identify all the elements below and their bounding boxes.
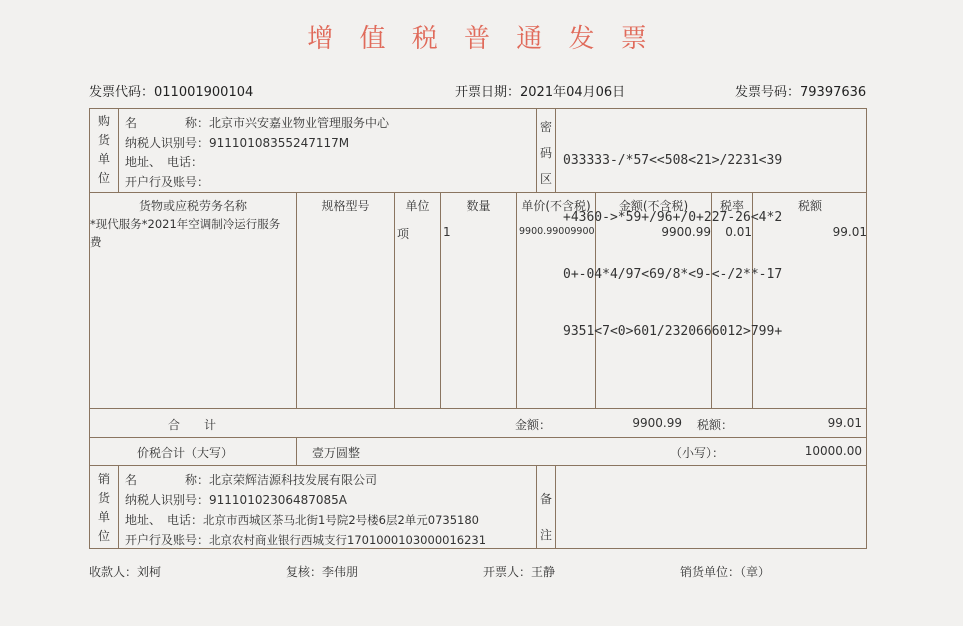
buyer-name: 北京市兴安嘉业物业管理服务中心: [209, 116, 390, 130]
seller-addr: 北京市西城区茶马北街1号院2号楼6层2单元0735180: [203, 513, 479, 527]
buyer-name-label: 名 称：: [125, 116, 210, 130]
buyer-addr-label: 地址、 电话：: [125, 155, 204, 169]
col-header-name: 货物或应税劳务名称: [138, 199, 247, 213]
footer-reviewer: [286, 563, 358, 580]
cipher-side-char: 码: [539, 146, 552, 160]
buyer-side-char: 货: [97, 133, 110, 147]
grand-total-words: 壹万圆整: [312, 446, 361, 460]
buyer-side-label: [90, 112, 118, 188]
seller-side-char: 货: [97, 491, 110, 505]
seller-bank-label: 开户行及账号：: [125, 533, 210, 547]
footer-drawer-value: 王静: [531, 565, 556, 579]
footer-seller-seal: 销货单位：（章）: [680, 565, 771, 579]
item-name-line: 费: [90, 235, 102, 249]
seller-tax-id: 91110102306487085A: [209, 493, 348, 507]
cipher-side-char: 区: [539, 172, 552, 186]
invoice-date-value: 2021年04月06日: [520, 85, 626, 100]
invoice-title: 增 值 税 普 通 发 票: [307, 24, 656, 54]
col-header-spec: 规格型号: [321, 199, 370, 213]
seller-tax-row: [125, 491, 347, 508]
remark-side-char: 注: [539, 528, 552, 542]
footer-drawer: [483, 563, 555, 580]
seller-addr-row: [125, 511, 479, 528]
seller-side-char: 单: [97, 510, 110, 524]
cipher-line: +4360->*59+/96+/0+227-26<4*2: [563, 210, 783, 225]
buyer-name-row: [125, 114, 389, 131]
buyer-bank-label: 开户行及账号：: [125, 175, 210, 189]
seller-name: 北京荣辉洁源科技发展有限公司: [209, 473, 378, 487]
seller-side-char: 销: [97, 472, 110, 486]
totals-amount-label: 金额：: [515, 418, 552, 432]
totals-tax: 99.01: [827, 416, 862, 430]
buyer-tax-id: 91110108355247117M: [209, 136, 350, 150]
invoice-number-label: 发票号码：: [735, 85, 801, 100]
footer-drawer-label: 开票人：: [483, 565, 532, 579]
grand-total-small-label: （小写）：: [670, 446, 725, 460]
seller-side-char: 位: [97, 529, 110, 543]
item-qty: 1: [443, 225, 451, 239]
item-name-line: *现代服务*2021年空调制冷运行服务: [90, 217, 281, 231]
grand-total-label: 价税合计（大写）: [137, 446, 234, 460]
remark-side-label: [537, 470, 555, 542]
col-header-price: 单价(不含税): [521, 199, 591, 213]
seller-bank-row: [125, 531, 486, 548]
invoice-number-value: 79397636: [800, 85, 867, 100]
invoice-date: [455, 81, 625, 100]
totals-label: 合 计: [168, 418, 217, 432]
cipher-side-label: [537, 114, 555, 192]
footer-payee-value: 刘柯: [137, 565, 162, 579]
footer-reviewer-value: 李伟朋: [322, 565, 359, 579]
grand-total-small: 10000.00: [804, 444, 862, 458]
buyer-bank-row: [125, 173, 209, 190]
cipher-side-char: 密: [539, 120, 552, 134]
invoice-date-label: 开票日期：: [455, 85, 521, 100]
seller-name-label: 名 称：: [125, 473, 210, 487]
remark-side-char: 备: [539, 492, 552, 506]
item-tax: 99.01: [832, 225, 867, 239]
col-header-tax: 税额: [797, 199, 822, 213]
cipher-line: 9351<7<0>601/2320666012>799+: [563, 324, 783, 339]
cipher-line: 0+-04*4/97<69/8*<9-<-/2**-17: [563, 267, 783, 282]
buyer-tax-row: [125, 134, 349, 151]
item-rate: 0.01: [725, 225, 752, 239]
totals-amount: 9900.99: [632, 416, 682, 430]
footer-reviewer-label: 复核：: [286, 565, 323, 579]
buyer-side-char: 单: [97, 152, 110, 166]
invoice-code: [89, 81, 253, 100]
invoice-number: [735, 81, 866, 100]
item-amount: 9900.99: [661, 225, 711, 239]
footer-payee-label: 收款人：: [89, 565, 138, 579]
buyer-addr-row: [125, 153, 203, 170]
buyer-side-char: 位: [97, 171, 110, 185]
buyer-tax-label: 纳税人识别号：: [125, 136, 210, 150]
col-header-unit: 单位: [405, 199, 430, 213]
invoice-code-value: 011001900104: [154, 85, 254, 100]
seller-side-label: [90, 470, 118, 546]
seller-bank: 北京农村商业银行西城支行1701000103000016231: [209, 533, 487, 547]
seller-name-row: [125, 471, 377, 488]
seller-addr-label: 地址、 电话：: [125, 513, 204, 527]
col-header-qty: 数量: [466, 199, 491, 213]
item-unit: 项: [397, 227, 410, 241]
totals-tax-label: 税额：: [697, 418, 734, 432]
buyer-side-char: 购: [97, 114, 110, 128]
item-name: [90, 215, 296, 251]
footer-payee: [89, 563, 161, 580]
seller-tax-label: 纳税人识别号：: [125, 493, 210, 507]
col-header-rate: 税率: [719, 199, 744, 213]
cipher-line: 033333-/*57<<508<21>/2231<39: [563, 153, 783, 168]
invoice-code-label: 发票代码：: [89, 85, 155, 100]
col-header-amount: 金额(不含税): [618, 199, 689, 213]
item-price: 9900.99009900: [519, 226, 595, 237]
